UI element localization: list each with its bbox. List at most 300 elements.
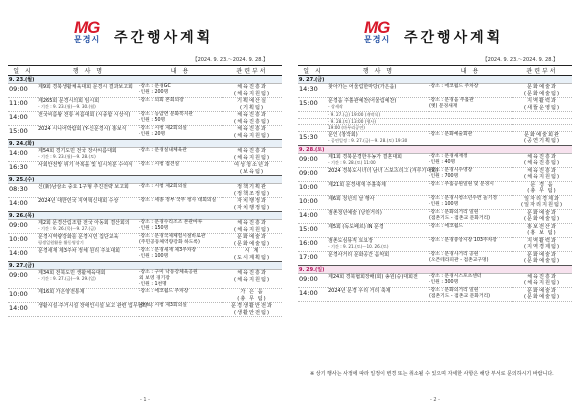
event-name-cell [38,184,139,198]
city-logo [364,20,390,44]
event-name-cell [328,181,429,195]
event-name: 찾아가는 어울림한마당(가은읍) [328,84,397,90]
event-dept-line: 체육진흥과 [236,220,268,226]
event-detail-line: ·인원 : 300명 [429,279,459,285]
event-dept-cell [512,251,572,265]
event-details-cell [429,181,512,195]
event-dept-line: 문화예술과 [236,234,268,240]
event-detail-line: ·장소 : 문경실내체육관 [139,148,187,153]
day-header-row [298,76,572,84]
event-row [8,98,282,112]
event-dept-cell [512,195,572,209]
event-dept-line: 기획예산실 [236,98,268,104]
event-details-cell [139,234,222,248]
event-dept-line: 문화예술과 [526,251,558,258]
event-time: 09:00 [298,167,328,181]
page-title: 주간행사계획 [114,30,214,46]
event-name-cell [38,162,139,176]
event-dept-line: 체육진흥과 [236,84,268,90]
event-time: 15:00 [8,126,38,140]
column-header-event: 행 사 명 [328,66,429,76]
event-detail-line: ·장소 : 문경GC [139,84,171,89]
event-detail-line: ·장소 : 에코월드 [429,223,463,229]
day-label: 9. 26.(목) [8,212,282,220]
event-dept-line: 문경생활안전과 [230,303,274,309]
column-header-details: 내 용 [139,66,222,76]
event-time: 14:00 [298,287,328,301]
event-name-cell [38,112,139,126]
event-dept-cell [222,126,282,140]
event-details-cell [429,209,512,223]
event-time: 14:00 [8,248,38,262]
event-time: 14:00 [298,209,328,223]
event-time: 09:00 [298,273,328,287]
event-time: 10:00 [8,289,38,303]
event-dept-line: 시 계 [244,248,260,254]
event-row [298,167,572,181]
event-dept-line: 문화예술과 [526,287,558,294]
event-time: 14:00 [8,148,38,162]
event-name-cell [328,209,429,223]
event-details-cell [139,84,222,98]
event-detail-line: ·장소 : 문경새재 제3주차장 [139,248,197,253]
event-name-cell [328,167,438,181]
event-dept-line: 체육진흥과 [236,270,268,276]
event-name-cell [38,84,139,98]
event-row [8,126,282,140]
event-name: 제16회 가은양전통제 [38,289,85,295]
event-dept-line: 문 경 읍 [530,181,554,188]
event-details-cell [429,84,512,98]
event-detail-line: ·장소 : 문경시수영장 [429,167,473,173]
event-row [298,273,572,287]
date-range: 【2024. 9. 23.～2024. 9. 28.】 [482,57,558,63]
event-name-cell [328,131,429,145]
event-detail-line: ·인원 : 100명 [139,254,169,259]
event-name-cell [38,98,139,112]
event-name-cell [38,303,153,317]
event-details-cell [139,112,222,126]
event-name: 제54회 경기도민 전국 장사씨름대회 [38,148,117,154]
event-dept-cell [222,98,282,112]
event-name: 제34회 전북도민 생활체육대회 [38,270,106,276]
event-detail-line: ·장소 : 시청 접견실 [139,162,180,167]
event-dept-line: 체육진흥과 [526,153,558,160]
day-header-row [298,145,572,153]
event-time: 15:00 [298,98,328,112]
schedule-table [8,65,282,317]
event-dept-line: (문화예술팀) [233,240,271,247]
event-detail-line: ·장소 : 문경수리조조 본관마루 [139,220,203,225]
event-time: 09:00 [8,270,38,289]
event-dept-line: (체육지원팀) [233,226,271,233]
logo-mark: MG [364,18,390,37]
event-time: 14:00 [8,303,38,317]
event-row [298,195,572,209]
day-label: 9. 28.(토) [298,145,572,153]
event-subtext: - 기간 : 9. 28.(토) 11:00 [328,159,376,165]
event-subtext: · 9. 27.(금) 19:00 (개막식) [328,112,381,117]
event-name-cell [328,287,429,301]
event-dept-line: (체육지원팀) [523,280,561,286]
event-dept-cell [512,131,572,145]
event-row [8,148,282,162]
event-dept-line: (생활안전팀) [233,309,271,316]
event-detail-line: ·장소 : 주흘공원일원 및 문경시 [429,181,494,187]
event-detail-line: ·장소 : 문화의거리 일원 [429,209,479,215]
day-label: 9. 24.(화) [8,140,282,148]
event-detail-line: ·장소 : 세종 정부 국무 청사 대회의실 [139,198,217,203]
event-dept-line: (체육진흥팀) [233,118,271,125]
event-name: 문경시역량강화를 문경시민 집단교육 [38,234,119,240]
event-details-cell [139,220,222,234]
event-name: 제24회 경북협회장배(회) 송원(승)대회전 [328,273,418,280]
event-name-cell [38,148,139,162]
event-dept-line: (정책조정팀) [233,190,271,197]
event-details-cell [429,195,512,209]
event-detail-line: ·장소 : 시청 제2회의실 [139,184,187,189]
event-details-cell [139,184,222,198]
event-details-cell [429,167,512,181]
event-dept-line: 체육진흥과 [236,112,268,118]
event-detail-line: ·장소 : 에코월드 주차장 [429,84,479,89]
event-time: 15:00 [298,223,328,237]
event-name: 문경읍 주흘관예찬(어울림예찬) [328,98,397,104]
event-row [298,131,572,145]
event-dept-cell [222,184,282,198]
event-dept-line: (새뜰운영팀) [523,104,561,111]
event-detail-line: ·장소 : 문경국제체험시설바로관 [139,234,206,239]
logo-city-name: 문경시 [364,35,391,44]
event-detail-line: ·인원 : 20명 [139,132,166,137]
event-name-cell [38,270,139,289]
event-dept-cell [512,223,572,237]
page-title: 주간행사계획 [404,30,504,46]
event-details-cell [139,162,222,176]
event-name: 제21회 문경새재 주흘축제 [328,181,386,188]
event-dept-cell [222,248,282,262]
event-dept-line: (체육진흥팀) [523,160,561,166]
event-detail-line: ·인원 : 150명 [139,226,169,231]
event-name: 사회안전망 위기 극복을 및 일시처분 수여식 [38,162,133,168]
schedule-body [8,76,282,317]
logo-mark: MG [74,18,100,37]
event-dept-line: (문화예술팀) [523,258,561,264]
event-subtext: 19:00 (마무리공연) [328,125,365,130]
event-details-cell [429,131,512,145]
footnote: ※ 상기 행사는 사정에 따라 일정이 변경 또는 취소될 수 있으며 자세한 사항은 해당 부서로 문의하시기 바랍니다. [310,371,554,377]
event-dept-cell [512,273,572,287]
event-name: 신(新)남삼소 중요 1구형 추진전략 보고회 [38,184,129,190]
event-dept-cell [512,153,572,167]
event-row [8,270,282,289]
event-name: 제6회 청년의 날 행사 [328,195,375,202]
event-name: 제2회 문경산림조합 전국 아동회 결산회의 [38,220,130,226]
event-dept-line: (일자리지원팀) [520,202,564,208]
event-name: 2024 경북도시녀녀 남녀 스포츠리그 (겨루기대회) [328,167,438,174]
event-details-cell [429,223,512,237]
event-detail-line: ·장소 : 문경시스포츠센터 [429,273,482,279]
event-row [8,184,282,198]
event-detail-line: 외 보영 경기장 [139,276,170,281]
event-details-cell [139,248,222,262]
event-dept-cell [222,84,282,98]
event-row [298,251,572,265]
event-name: 문경새재 제3주차 정체 원리 주요대회 [38,248,120,254]
event-name-cell [328,153,429,167]
event-name-cell [38,220,139,234]
event-dept-line: 일자리경제과 [523,195,561,202]
event-details-cell [429,251,512,265]
event-time: 08:30 [8,184,38,198]
event-name: 점촌도심뮤직 토요장 [328,237,374,244]
event-name-cell [38,234,139,248]
day-header-row [8,140,282,148]
event-row [298,237,572,251]
event-subtext: - 기간 : 9. 26.(목)～9. 27.(금) [38,226,96,231]
event-time: 14:30 [298,84,328,98]
event-dept-line: (체육지원팀) [523,174,561,180]
event-time: 10:00 [8,234,38,248]
event-row [298,209,572,223]
event-dept-line: (체육지원팀) [233,132,271,139]
event-dept-cell [222,270,282,289]
event-dept-line: (총 무 팀) [237,295,267,302]
event-time: 16:00 [298,237,328,251]
event-dept-cell [222,198,282,212]
event-details-cell [429,287,512,301]
day-label: 9. 27.(금) [8,262,282,270]
event-detail-line: (점촌기도 - 점촌교 문화거리) [429,215,491,221]
date-range: 【2024. 9. 23.～2024. 9. 28.】 [192,57,268,63]
event-detail-line: ·인원 : 50명 [139,118,166,123]
event-detail-line: ·장소 : 에코월드 주차장 [139,289,189,294]
event-time: 15:30 [298,131,328,145]
event-name: 2024년 대한민국 지역혁신대회 수상 [38,198,119,204]
event-detail-line: ·인원 : 1천명 [139,282,167,287]
event-name-cell [328,223,429,237]
event-subtext: · 9. 28.(토) 13:00 (행사) [328,118,377,124]
event-row [8,289,282,303]
event-dept-line: (홍 보 팀) [527,230,557,236]
event-name-cell [328,251,429,265]
event-detail-line: ·장소 : 문경사거리 공원 [429,251,479,257]
event-row [8,220,282,234]
day-label: 9. 23.(월) [8,76,282,84]
event-dept-cell [222,112,282,126]
event-details-cell [139,126,222,140]
event-name-cell [328,98,429,112]
event-dept-line: 문화예술과 [526,209,558,216]
event-subtext: - 기간 : 9. 23.(월)～9. 30.(월) [38,104,96,109]
event-detail-line: ·장소 : 구미 낙동강체육공원 [139,270,198,275]
event-name: 문인 (창작회) [328,131,358,138]
event-name-cell [328,237,429,251]
event-dept-cell [222,234,282,248]
event-dept-cell [512,167,572,181]
event-dept-line: 정책기획관 [236,184,268,190]
event-details-cell [429,273,512,287]
event-detail-line: ·인원 : 200명 [139,90,169,95]
event-name-cell [38,248,139,262]
event-row [298,223,572,237]
event-detail-line: (오픈테라피관 - 점촌교구멍) [429,257,489,263]
event-detail-line: ·장소 : 농암면 문화복지관 [139,112,194,117]
day-header-row [8,262,282,270]
event-dept-cell [512,181,572,195]
page-number: - 2 - [430,397,440,403]
event-dept-cell [222,220,282,234]
event-time: 09:00 [8,84,38,98]
event-details-cell [139,198,222,212]
event-row [8,84,282,98]
event-dept-line: (체육지원팀) [233,90,271,97]
event-name: 문경사거리 문화공간 음악회 [328,251,390,258]
event-dept-line: (기획팀) [239,104,265,111]
city-logo [74,20,100,44]
logo-city-name: 문경시 [74,35,101,44]
event-dept-line: (공연기획팀) [523,138,561,144]
table-header-row [8,66,282,76]
event-time: 10:00 [298,181,328,195]
event-detail-line: ·장소 : 시청 제3회의실 [139,303,187,308]
column-header-details: 내 용 [429,66,512,76]
event-detail-line: (옛) 문경새재 [429,104,458,109]
event-dept-line: (체육지원팀) [233,154,271,161]
event-row [8,248,282,262]
event-row [298,98,572,112]
event-subtext: - 공연일정 : 9. 27.(금)～9. 28.(토) 19:30 [328,137,408,143]
event-detail-line: ·인원 : 100명 [429,201,459,207]
event-detail-line: ·장소 : 시청 제2회의실 [139,126,187,131]
event-time: 10:00 [298,195,328,209]
event-dept-cell [512,209,572,223]
event-details-cell [429,237,512,251]
event-name-cell [38,198,139,212]
event-details-cell [139,270,222,289]
event-details-cell [139,289,222,303]
event-details-cell [139,303,222,317]
event-dept-cell [512,287,572,301]
day-label: 9. 25.(수) [8,176,282,184]
event-name-cell [38,289,139,303]
day-label: 9. 27.(금) [298,76,572,84]
event-time: 09:00 [298,153,328,167]
event-name-cell [328,195,429,209]
event-details-cell [139,98,222,112]
event-dept-line: 지역활력과 [526,237,558,244]
day-header-row [8,212,282,220]
column-header-dept: 관련부서 [222,66,282,76]
event-subtext: - 기간 : 9. 27.(금)～9. 29.(일) [38,276,96,281]
day-label: 9. 29.(일) [298,265,572,273]
event-dept-line: 문화예술회관 [523,131,561,138]
day-header-row [298,265,572,273]
event-row [298,287,572,301]
event-name: 전국씨름왕 전통 씨름대회 (시종합 시상식) [38,112,131,118]
event-subtext: - 기간 : 9. 23.(월)～9. 28.(토) [38,154,96,159]
schedule-table [298,65,572,302]
event-name-cell [328,273,429,287]
event-subtext: - 상세작 [328,104,343,109]
day-header-row [8,76,282,84]
event-dept-cell [222,148,282,162]
event-time: 14:00 [8,112,38,126]
event-dept-line: 홍보전산과 [526,223,558,230]
event-dept-line: 체육진흥과 [236,148,268,154]
event-name: 점촌청년예술 (낭만거리) [328,209,382,216]
page-number: - 1 - [140,397,150,403]
event-row [8,198,282,212]
event-dept-line: 지역활력과 [526,98,558,104]
event-details-cell [139,148,222,162]
event-detail-line: (점촌기도 - 점촌교 문화거리) [429,293,491,299]
day-header-row [8,176,282,184]
event-name-cell [328,84,429,98]
event-row [8,234,282,248]
event-row [298,153,572,167]
event-name: 2024 시니어박람회 (Y-신문경시) 홍보식 [38,126,127,132]
event-dept-cell [512,237,572,251]
event-time: 14:00 [8,198,38,212]
column-header-datetime: 일 시 [8,66,38,76]
event-dept-line: (지역경제팀) [523,244,561,250]
event-dept-line: (도시계획팀) [233,254,271,261]
column-header-event: 행 사 명 [38,66,139,76]
event-dept-line: (체육지원팀) [233,276,271,283]
event-name: 제9회 경북생활체육대회 문경시 결과보고회 [38,84,133,90]
event-dept-line: 자치행정과 [236,198,268,204]
event-row [8,162,282,176]
event-dept-line: (총 무 팀) [527,188,557,194]
event-name: 제265회 문경시의회 임시회 [38,98,100,104]
event-row [298,181,572,195]
event-detail-line: ·장소 : 문화의거리 일원 [429,287,479,293]
event-dept-cell [512,84,572,98]
event-dept-cell [222,289,282,303]
event-detail-line: ·장소 : 의회 본회의장 [139,98,184,103]
event-dept-line: (문화예술팀) [523,216,561,222]
event-row [8,112,282,126]
event-detail-line: ·장소 : 문화예술회관 [429,131,473,137]
event-detail-line: ·장소 : 문경시청소년수련 놀기정 [429,195,497,201]
event-name: 2024년 문경 우리 거리 축제 [328,287,391,294]
event-subtext: - 기간 : 9. 21.(토)～10. 26.(토) [328,243,389,249]
event-dept-cell [222,303,282,317]
event-detail-line: ·인원 : 40명 [429,159,456,165]
event-dept-line: (문화예술팀) [523,294,561,300]
event-name: 생활시설·주거시설 장애인시설 보고 관련 업무협약식 [38,303,153,309]
event-dept-cell [512,98,572,112]
event-name: 제5회 (독도페르) IN 문경 [328,223,384,230]
event-name: 제1회 경북문경한우농가 결혼대회 [328,153,402,160]
event-detail-line: ·인원 : 700명 [429,173,459,179]
event-detail-line: ·장소 : 문경새재정 [429,153,468,159]
event-dept-line: (문화예술팀) [523,90,561,97]
column-header-dept: 관련부서 [512,66,572,76]
event-detail-line: (주민공동체역량강화 하도록) [139,240,200,245]
event-detail-line: ·장소 : 문경중앙시장 103주차장 [429,237,497,243]
event-dept-line: (자치행정팀) [233,204,271,211]
event-dept-line: 문화예술과 [526,84,558,90]
event-details-cell [429,98,512,112]
event-dept-line: 체육진흥과 [526,273,558,280]
event-dept-line: (보육팀) [239,168,265,175]
event-time: 09:00 [8,220,38,234]
event-dept-line: 가 은 읍 [240,289,264,295]
event-details-cell [429,153,512,167]
event-detail-line: ·장소 : 문경읍 주흘관 [429,98,474,103]
